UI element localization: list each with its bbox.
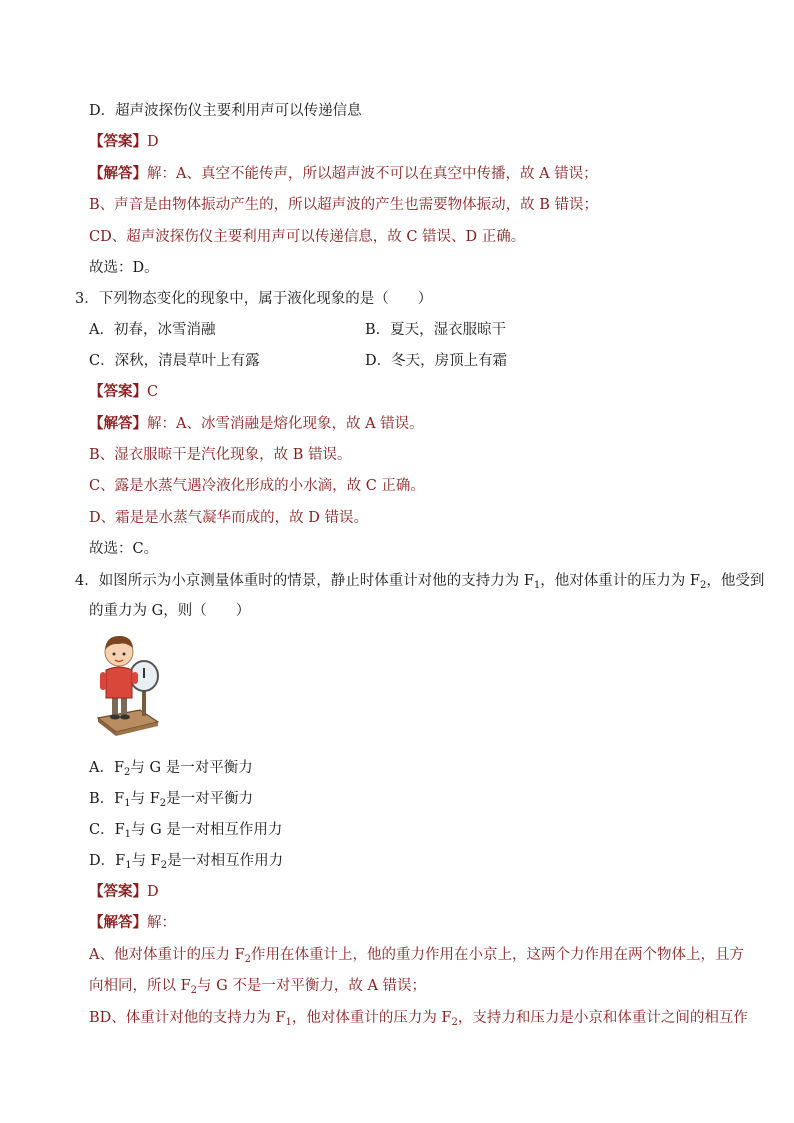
q2-option-d: D．超声波探伤仪主要利用声可以传递信息 [89,103,362,119]
option-text: 与 F [131,853,161,869]
option-text: A．F [89,760,125,776]
subscript: 2 [244,954,252,965]
subscript: 2 [124,767,131,778]
answer-tag: 【答案】 [89,883,147,900]
analysis-text: 解：A、真空不能传声，所以超声波不可以在真空中传播，故 A 错误； [147,166,598,182]
analysis-text: 向相同，所以 F [89,978,191,994]
q3-option-d: D．冬天，房顶上有霜 [365,353,508,369]
subscript: 1 [124,829,132,840]
q4-option-b [89,789,253,809]
subscript: 2 [699,580,707,591]
option-text: C．F [89,822,125,838]
person-leg-right [121,696,127,716]
subscript: 1 [285,1017,292,1028]
shoe-right [120,715,130,720]
stem-text: 4．如图所示为小京测量体重时的情景，静止时体重计对他的支持力为 F [75,573,534,589]
q3-stem: 3．下列物态变化的现象中，属于液化现象的是（ ） [75,291,433,307]
person-leg-left [112,696,118,716]
option-text: 与 G 是一对平衡力 [130,760,253,776]
subscript: 2 [190,985,198,996]
answer-value: C [147,384,159,400]
q4-answer [89,882,159,902]
q3-analysis-4: D、霜是是水蒸气凝华而成的，故 D 错误。 [89,510,368,526]
q4-option-c [89,820,282,840]
answer-tag: 【答案】 [89,133,147,150]
answer-value: D [147,134,159,150]
option-text: B．F [89,791,125,807]
q4-analysis-head [89,913,176,933]
person-shirt [106,667,132,698]
q4-analysis-1 [89,945,744,965]
analysis-tag: 【解答】 [89,165,147,182]
q2-analysis-2: B、声音是由物体振动产生的，所以超声波的产生也需要物体振动，故 B 错误； [89,197,599,213]
option-text: 与 G 是一对相互作用力 [131,822,283,838]
analysis-text: ，支持力和压力是小京和体重计之间的相互作 [457,1010,748,1026]
q3-analysis-3: C、露是水蒸气遇冷液化形成的小水滴，故 C 正确。 [89,478,425,494]
subscript: 1 [125,860,132,871]
answer-value: D [147,884,159,900]
shoe-left [110,715,120,720]
option-text: 是一对相互作用力 [167,853,284,869]
subscript: 1 [533,580,541,591]
analysis-text: BD、体重计对他的支持力为 F [89,1010,286,1026]
person-on-scale-illustration [92,630,164,740]
analysis-text: A、他对体重计的压力 F [89,947,245,963]
subscript: 2 [160,860,168,871]
q3-analysis-2: B、湿衣服晾干是汽化现象，故 B 错误。 [89,447,352,463]
option-text: 是一对平衡力 [166,791,254,807]
analysis-text: 与 G 不是一对平衡力，故 A 错误； [197,978,427,994]
person-arm-left [100,672,106,690]
stem-text: ，他对体重计的压力为 F [540,573,700,589]
q3-option-a: A．初春，冰雪消融 [89,322,216,338]
stem-text: ，他受到 [706,573,765,589]
q2-answer [89,132,159,152]
q4-option-a [89,758,253,778]
analysis-tag: 【解答】 [89,415,147,432]
q2-analysis-3: CD、超声波探伤仪主要利用声可以传递信息，故 C 错误、D 正确。 [89,229,526,245]
q3-conclusion: 故选：C。 [89,541,159,557]
subscript: 2 [451,1017,458,1028]
q4-stem-line-1 [75,571,764,591]
q2-conclusion: 故选：D。 [89,260,159,276]
analysis-text: 解：A、冰雪消融是熔化现象，故 A 错误。 [147,416,424,432]
option-text: 与 F [130,791,160,807]
subscript: 2 [159,798,167,809]
analysis-text: ，他对体重计的压力为 F [291,1010,452,1026]
q4-stem-line-2: 的重力为 G，则（ ） [89,603,251,619]
analysis-text: 作用在体重计上，他的重力作用在小京上，这两个力作用在两个物体上，且方 [251,947,745,963]
q3-option-c: C．深秋，清晨草叶上有露 [89,353,260,369]
analysis-tag: 【解答】 [89,914,147,931]
q4-analysis-2 [89,976,426,996]
analysis-text: 解： [147,915,176,931]
q3-analysis-1 [89,414,424,434]
q3-answer [89,382,158,402]
q4-analysis-3 [89,1008,748,1028]
person-eye-left [113,653,116,656]
person-arm-right [132,672,138,684]
subscript: 1 [124,798,131,809]
option-text: D．F [89,853,126,869]
q3-option-b: B．夏天，湿衣服晾干 [365,322,507,338]
q2-analysis-1 [89,164,598,184]
answer-tag: 【答案】 [89,383,147,400]
person-eye-right [123,653,126,656]
q4-option-d [89,851,283,871]
